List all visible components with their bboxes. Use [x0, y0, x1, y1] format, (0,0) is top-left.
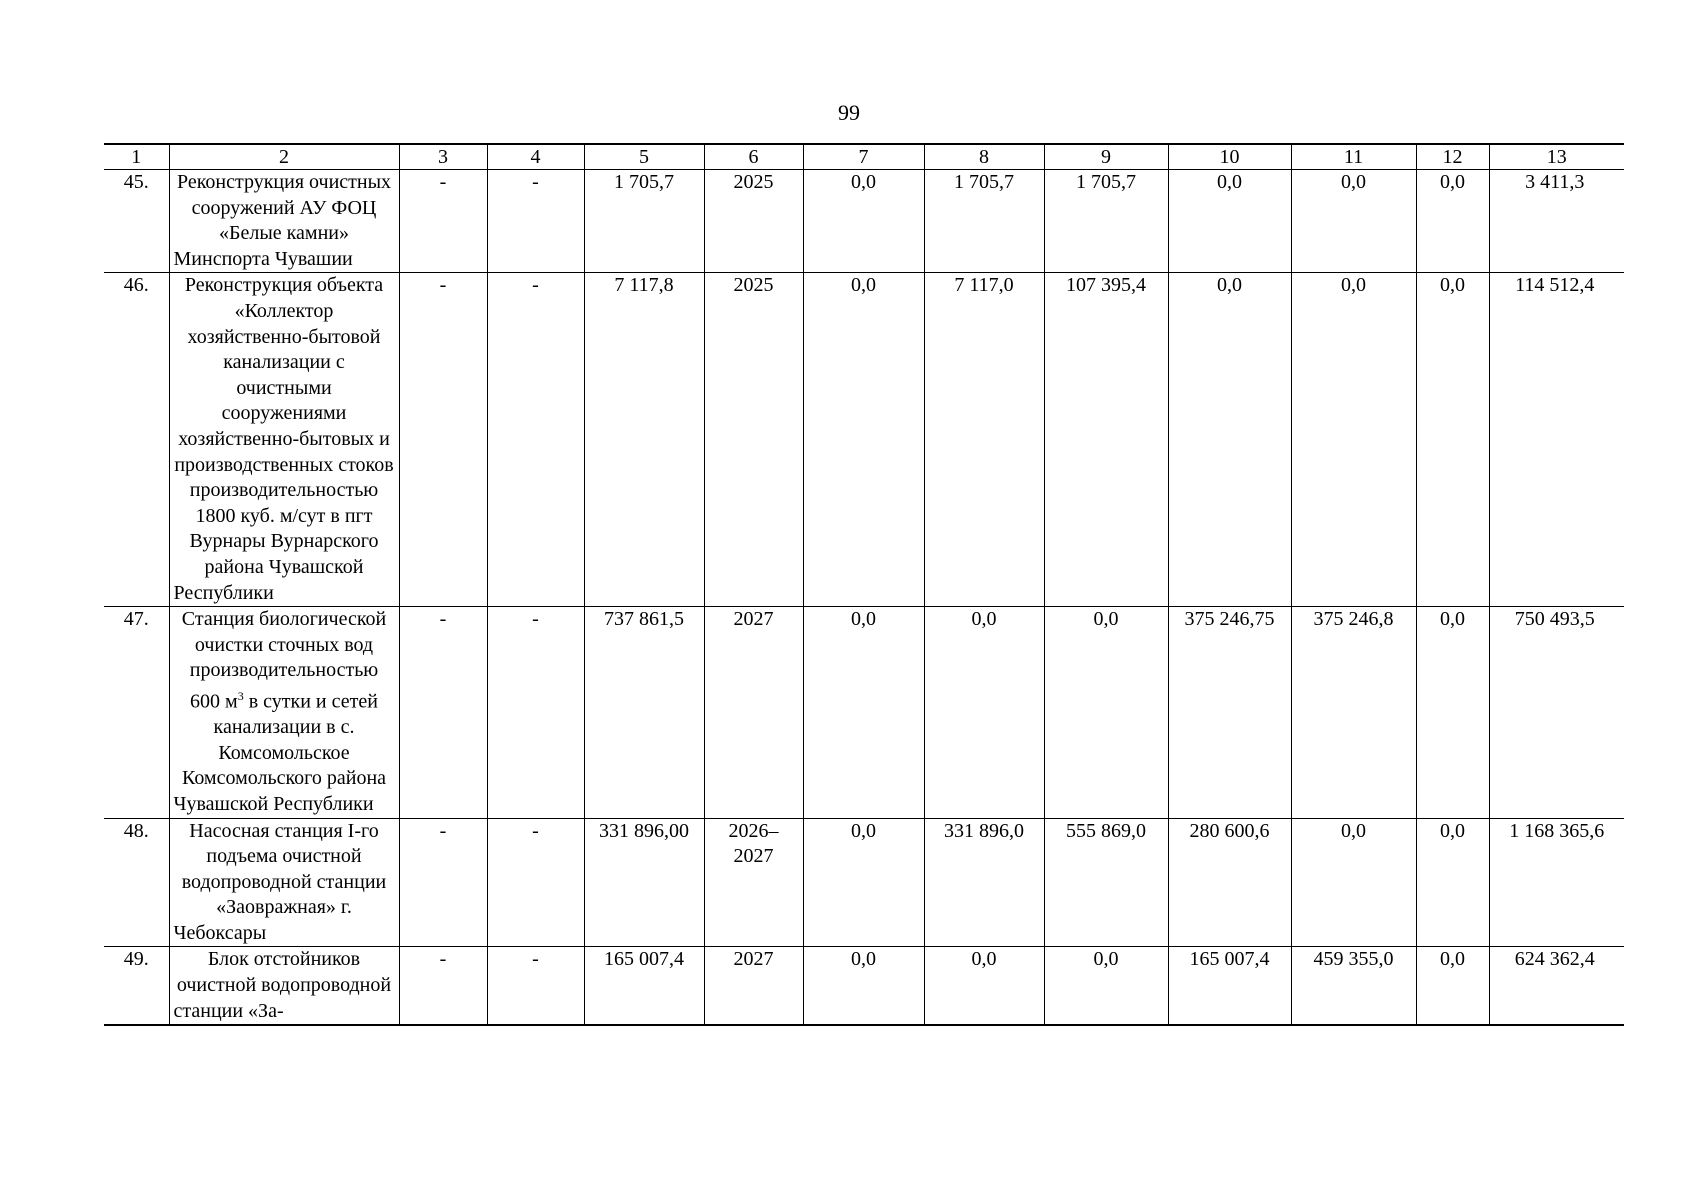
data-table	[104, 143, 1624, 1026]
cell-col-7: 0,0	[803, 273, 924, 607]
column-header: 10	[1168, 144, 1291, 170]
table-row	[104, 273, 1624, 607]
row-number: 49.	[104, 947, 169, 1025]
cell-col-13: 114 512,4	[1489, 273, 1624, 607]
column-header: 4	[487, 144, 584, 170]
object-name: Реконструкция объекта «Коллектор хозяйственно-бытовой канализации с очистными сооружениями хозяйственно-бытовых и производственных стоков производительностью 1800 куб. м/сут в пгт Вурнары Вурнарского района Чувашской Республики	[169, 273, 399, 607]
column-header: 11	[1291, 144, 1416, 170]
cell-col-11: 0,0	[1291, 818, 1416, 947]
cell-col-11: 459 355,0	[1291, 947, 1416, 1025]
cell-col-11: 375 246,8	[1291, 607, 1416, 818]
cell-col-4: -	[487, 170, 584, 273]
cell-col-10: 0,0	[1168, 170, 1291, 273]
cell-col-4: -	[487, 273, 584, 607]
table-row	[104, 947, 1624, 1025]
cell-col-7: 0,0	[803, 818, 924, 947]
column-header: 3	[399, 144, 487, 170]
column-header: 8	[924, 144, 1044, 170]
column-header: 5	[584, 144, 704, 170]
column-header: 1	[104, 144, 169, 170]
cell-col-8: 1 705,7	[924, 170, 1044, 273]
cell-col-12: 0,0	[1416, 947, 1489, 1025]
cell-col-10: 375 246,75	[1168, 607, 1291, 818]
cell-col-9: 0,0	[1044, 947, 1168, 1025]
cell-col-11: 0,0	[1291, 170, 1416, 273]
row-number: 48.	[104, 818, 169, 947]
cell-col-8: 0,0	[924, 607, 1044, 818]
cell-col-12: 0,0	[1416, 273, 1489, 607]
superscript: 3	[237, 688, 244, 703]
cell-col-7: 0,0	[803, 607, 924, 818]
period-end: 2027	[733, 845, 774, 868]
table-row	[104, 170, 1624, 273]
cell-col-3: -	[399, 947, 487, 1025]
header-row	[104, 144, 1624, 170]
cell-col-13: 750 493,5	[1489, 607, 1624, 818]
cell-col-5: 165 007,4	[584, 947, 704, 1025]
column-header: 6	[704, 144, 803, 170]
cell-col-3: -	[399, 273, 487, 607]
object-name: Блок отстойников очистной водопроводной станции «За-	[169, 947, 399, 1025]
cell-col-3: -	[399, 818, 487, 947]
cell-col-6: 2027	[704, 607, 803, 818]
period-start: 2026–	[728, 819, 779, 842]
cell-col-10: 0,0	[1168, 273, 1291, 607]
page-number: 99	[838, 100, 860, 125]
cell-col-4: -	[487, 607, 584, 818]
cell-col-8: 0,0	[924, 947, 1044, 1025]
cell-col-13: 3 411,3	[1489, 170, 1624, 273]
object-name	[169, 607, 399, 818]
cell-col-6	[704, 818, 803, 947]
cell-col-12: 0,0	[1416, 818, 1489, 947]
cell-col-5: 7 117,8	[584, 273, 704, 607]
column-header: 2	[169, 144, 399, 170]
cell-col-7: 0,0	[803, 947, 924, 1025]
column-header: 12	[1416, 144, 1489, 170]
cell-col-10: 280 600,6	[1168, 818, 1291, 947]
table-row	[104, 818, 1624, 947]
cell-col-9: 555 869,0	[1044, 818, 1168, 947]
cell-col-13: 1 168 365,6	[1489, 818, 1624, 947]
object-name: Реконструкция очистных сооружений АУ ФОЦ «Белые камни» Минспорта Чувашии	[169, 170, 399, 273]
cell-col-5: 331 896,00	[584, 818, 704, 947]
cell-col-6: 2027	[704, 947, 803, 1025]
cell-col-8: 331 896,0	[924, 818, 1044, 947]
column-header: 7	[803, 144, 924, 170]
object-name: Насосная станция I-го подъема очистной водопроводной станции «Заовражная» г. Чебоксары	[169, 818, 399, 947]
cell-col-9: 107 395,4	[1044, 273, 1168, 607]
column-header: 13	[1489, 144, 1624, 170]
cell-col-8: 7 117,0	[924, 273, 1044, 607]
row-number: 46.	[104, 273, 169, 607]
cell-col-5: 1 705,7	[584, 170, 704, 273]
object-name-part: Станция биологической очистки сточных вод производительностью 600 м	[181, 608, 387, 713]
cell-col-9: 1 705,7	[1044, 170, 1168, 273]
cell-col-13: 624 362,4	[1489, 947, 1624, 1025]
cell-col-6: 2025	[704, 273, 803, 607]
cell-col-12: 0,0	[1416, 607, 1489, 818]
cell-col-4: -	[487, 947, 584, 1025]
cell-col-11: 0,0	[1291, 273, 1416, 607]
row-number: 47.	[104, 607, 169, 818]
cell-col-7: 0,0	[803, 170, 924, 273]
object-name-part: в сутки и сетей канализации в с. Комсомольское Комсомольского района Чувашской Республики	[173, 690, 387, 815]
cell-col-10: 165 007,4	[1168, 947, 1291, 1025]
cell-col-3: -	[399, 607, 487, 818]
table-row	[104, 607, 1624, 818]
cell-col-4: -	[487, 818, 584, 947]
cell-col-12: 0,0	[1416, 170, 1489, 273]
cell-col-6: 2025	[704, 170, 803, 273]
column-header: 9	[1044, 144, 1168, 170]
cell-col-3: -	[399, 170, 487, 273]
row-number: 45.	[104, 170, 169, 273]
cell-col-9: 0,0	[1044, 607, 1168, 818]
cell-col-5: 737 861,5	[584, 607, 704, 818]
